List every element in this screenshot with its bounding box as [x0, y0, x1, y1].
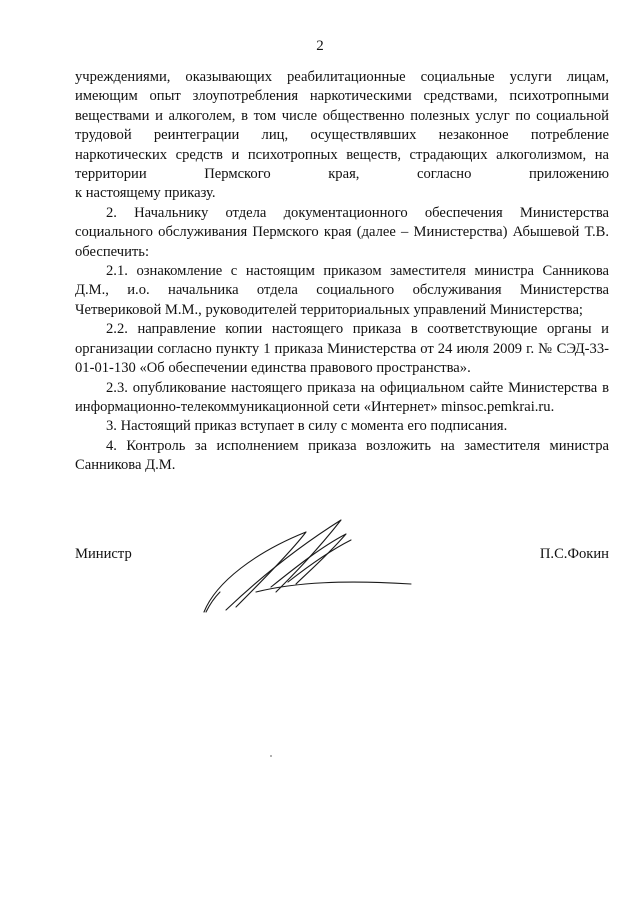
- paragraph-continuation-end: к настоящему приказу.: [75, 185, 216, 202]
- signatory-name: П.С.Фокин: [539, 546, 609, 562]
- scan-speck: [270, 755, 272, 757]
- paragraph-item-3: 3. Настоящий приказ вступает в силу с момента его подписания.: [106, 418, 508, 435]
- paragraph-continuation: учреждениями, оказывающих реабилитационные социальные услуги лицам, имеющим опыт злоупотребления наркотическими средствами, психотропными веществами и алкоголем, в том числе общественно полезных услуг по социальной трудовой реинтеграции лиц, осуществлявших незаконное потребление наркотических средств и психотропных веществ, страдающих алкоголизмом, на территории Пермского края, согласно приложению: [75, 69, 609, 183]
- paragraph-item-2-1: 2.1. ознакомление с настоящим приказом заместителя министра Санникова Д.М., и.о. начальника отдела социального обслуживания Министерства Четвериковой М.М., руководителей территориальных управлений Министерства;: [75, 263, 609, 318]
- page-number: 2: [316, 38, 324, 54]
- document-body: [75, 68, 609, 476]
- paragraph-item-2: 2. Начальнику отдела документационного обеспечения Министерства социального обслуживания Пермского края (далее – Министерства) Абышевой Т.В. обеспечить:: [75, 204, 609, 260]
- handwritten-signature: [196, 512, 426, 622]
- paragraph-item-2-3: 2.3. опубликование настоящего приказа на официальном сайте Министерства в информационно-телекоммуникационной сети «Интернет» minsoc.pemkrai.ru.: [75, 379, 609, 415]
- paragraph-item-2-2: 2.2. направление копии настоящего приказа в соответствующие органы и организации согласно пункту 1 приказа Министерства от 24 июля 2009 г. № СЭД-33-01-01-130 «Об обеспечении единства правового пространства».: [75, 321, 609, 377]
- paragraph-item-4: 4. Контроль за исполнением приказа возложить на заместителя министра Санникова Д.М.: [75, 437, 609, 474]
- signatory-title: Министр: [75, 546, 132, 562]
